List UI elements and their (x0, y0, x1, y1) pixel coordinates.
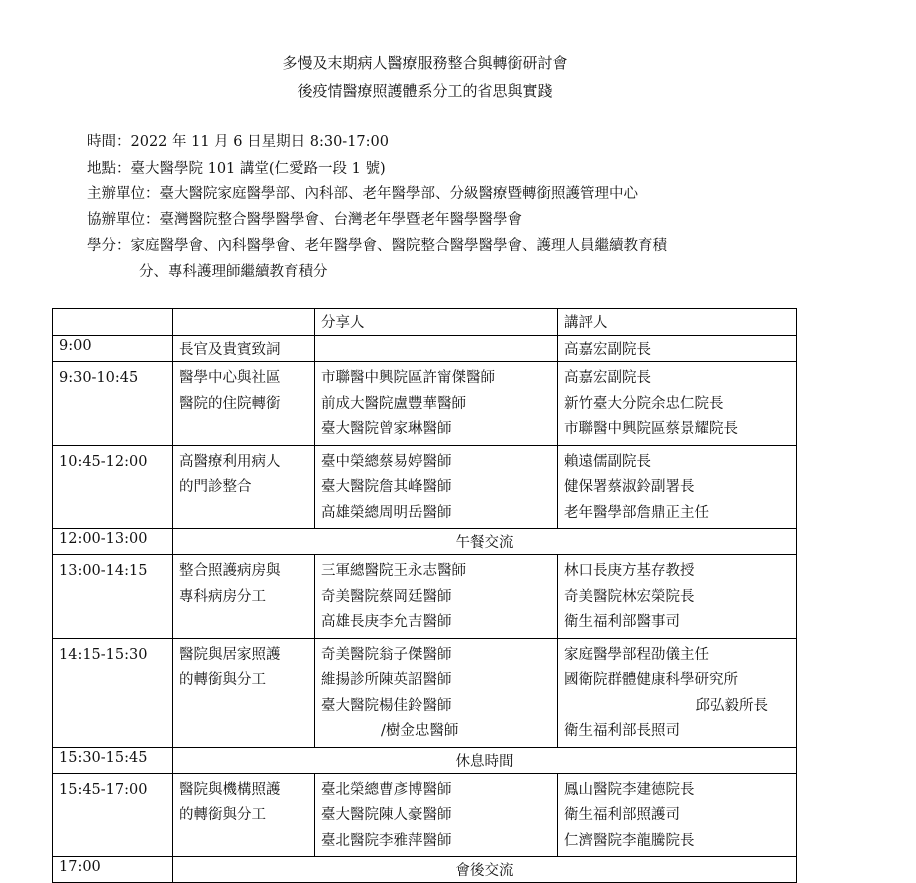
session-speakers: 臺中榮總蔡易婷醫師 臺大醫院詹其峰醫師 高雄榮總周明岳醫師 (315, 445, 558, 529)
session-speakers (315, 336, 558, 362)
credits-line-2: 分、專科護理師繼續教育積分 (139, 264, 328, 280)
co-organizer: 協辦單位：臺灣醫院整合醫學醫學會、台灣老年學暨老年醫學醫學會 (87, 212, 522, 228)
session-time: 17:00 (53, 857, 173, 883)
session-topic: 醫院與居家照護 的轉銜與分工 (173, 638, 315, 747)
session-time: 12:00-13:00 (53, 529, 173, 555)
session-topic: 醫院與機構照護 的轉銜與分工 (173, 773, 315, 857)
conference-title: 多慢及末期病人醫療服務整合與轉銜研討會 (282, 54, 568, 72)
conference-subtitle: 後疫情醫療照護體系分工的省思與實踐 (297, 82, 553, 100)
session-commentators: 高嘉宏副院長 新竹臺大分院余忠仁院長 市聯醫中興院區蔡景耀院長 (558, 362, 797, 446)
session-topic: 高醫療利用病人 的門診整合 (173, 445, 315, 529)
session-time: 15:45-17:00 (53, 773, 173, 857)
table-header-row (53, 309, 797, 336)
session-topic: 長官及貴賓致詞 (173, 336, 315, 362)
session-topic: 整合照護病房與 專科病房分工 (173, 555, 315, 639)
session-topic: 醫學中心與社區 醫院的住院轉銜 (173, 362, 315, 446)
session-time: 9:00 (53, 336, 173, 362)
event-place: 地點：臺大醫學院 101 講堂(仁愛路一段 1 號) (87, 161, 386, 177)
header-cell-time (53, 309, 173, 336)
header-cell-commentators: 講評人 (558, 309, 797, 336)
table-row (53, 336, 797, 362)
session-note: 午餐交流 (173, 529, 797, 555)
header-cell-speakers: 分享人 (315, 309, 558, 336)
credits-line-1: 學分：家庭醫學會、內科醫學會、老年醫學會、醫院整合醫學醫學會、護理人員繼續教育積 (87, 238, 667, 254)
session-commentators: 家庭醫學部程劭儀主任 國衛院群體健康科學研究所 邱弘毅所長 衛生福利部長照司 (558, 638, 797, 747)
session-note: 休息時間 (173, 747, 797, 773)
session-time: 13:00-14:15 (53, 555, 173, 639)
session-time: 14:15-15:30 (53, 638, 173, 747)
table-row (53, 638, 797, 747)
session-note: 會後交流 (173, 857, 797, 883)
session-commentators: 賴遠儒副院長 健保署蔡淑鈴副署長 老年醫學部詹鼎正主任 (558, 445, 797, 529)
session-time: 15:30-15:45 (53, 747, 173, 773)
session-commentators: 鳳山醫院李建德院長 衛生福利部照護司 仁濟醫院李龍騰院長 (558, 773, 797, 857)
table-row (53, 529, 797, 555)
session-speakers: 市聯醫中興院區許甯傑醫師 前成大醫院盧豐華醫師 臺大醫院曾家琳醫師 (315, 362, 558, 446)
organizer: 主辦單位：臺大醫院家庭醫學部、內科部、老年醫學部、分級醫療暨轉銜照護管理中心 (87, 186, 638, 202)
table-row (53, 773, 797, 857)
event-time: 時間：2022 年 11 月 6 日星期日 8:30-17:00 (87, 134, 389, 150)
table-row (53, 362, 797, 446)
table-row (53, 555, 797, 639)
session-time: 10:45-12:00 (53, 445, 173, 529)
session-speakers: 臺北榮總曹彥博醫師 臺大醫院陳人豪醫師 臺北醫院李雅萍醫師 (315, 773, 558, 857)
session-commentators: 林口長庚方基存教授 奇美醫院林宏榮院長 衛生福利部醫事司 (558, 555, 797, 639)
table-row (53, 857, 797, 883)
header-cell-topic (173, 309, 315, 336)
table-row (53, 445, 797, 529)
session-speakers: 奇美醫院翁子傑醫師 維揚診所陳英詔醫師 臺大醫院楊佳鈴醫師 /樹金忠醫師 (315, 638, 558, 747)
table-row (53, 747, 797, 773)
schedule-table (52, 308, 797, 883)
session-commentator: 高嘉宏副院長 (558, 336, 797, 362)
session-speakers: 三軍總醫院王永志醫師 奇美醫院蔡岡廷醫師 高雄長庚李允吉醫師 (315, 555, 558, 639)
session-time: 9:30-10:45 (53, 362, 173, 446)
